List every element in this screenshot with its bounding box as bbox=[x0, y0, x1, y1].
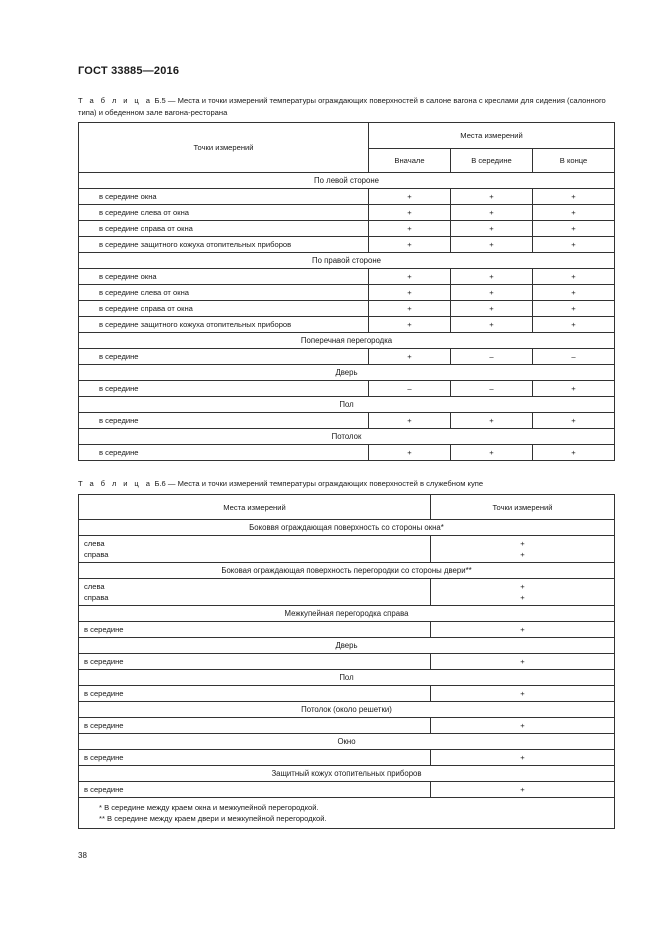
row-label: в середине окна bbox=[79, 189, 369, 205]
section-title: Пол bbox=[79, 670, 615, 686]
row-labels bbox=[79, 536, 431, 563]
table-row bbox=[79, 622, 615, 638]
cell-mark: + bbox=[533, 205, 615, 221]
row-labels bbox=[79, 686, 431, 702]
cell-mark: + bbox=[369, 221, 451, 237]
table-row bbox=[79, 189, 615, 205]
section-title: Поперечная перегородка bbox=[79, 333, 615, 349]
row-label: в середине bbox=[84, 689, 124, 698]
section-row bbox=[79, 520, 615, 536]
cell-mark: – bbox=[533, 349, 615, 365]
section-title: Боковая ограждающая поверхность перегородки со стороны двери** bbox=[79, 563, 615, 579]
cell-mark: + bbox=[533, 301, 615, 317]
row-label: слева bbox=[84, 539, 105, 548]
table-row bbox=[79, 654, 615, 670]
cell-mark: + bbox=[533, 285, 615, 301]
cell-mark: + bbox=[451, 221, 533, 237]
table-row bbox=[79, 536, 615, 563]
row-labels bbox=[79, 579, 431, 606]
cell-mark: + bbox=[451, 285, 533, 301]
cell-mark: + bbox=[451, 189, 533, 205]
caption-prefix: Т а б л и ц а bbox=[78, 479, 153, 488]
cell-mark: + bbox=[451, 317, 533, 333]
row-label: в середине bbox=[84, 785, 124, 794]
cell-mark: + bbox=[533, 317, 615, 333]
row-labels bbox=[79, 622, 431, 638]
cell-mark: + bbox=[451, 445, 533, 461]
table-b5 bbox=[78, 122, 615, 461]
section-row bbox=[79, 397, 615, 413]
cell-mark: + bbox=[369, 269, 451, 285]
cell-mark: + bbox=[520, 539, 525, 548]
cell-mark: – bbox=[369, 381, 451, 397]
table-row bbox=[79, 317, 615, 333]
caption-text: Б.6 — Места и точки измерений температуры ограждающих поверхностей в служебном купе bbox=[152, 479, 484, 488]
row-label: в середине слева от окна bbox=[79, 285, 369, 301]
section-title: Потолок (около решетки) bbox=[79, 702, 615, 718]
cell-mark: + bbox=[451, 237, 533, 253]
cell-marks bbox=[431, 750, 615, 766]
col-header-start: Вначале bbox=[369, 149, 451, 173]
section-row bbox=[79, 429, 615, 445]
section-title: Защитный кожух отопительных приборов bbox=[79, 766, 615, 782]
row-label: справа bbox=[84, 593, 109, 602]
section-row bbox=[79, 734, 615, 750]
cell-mark: + bbox=[520, 785, 525, 794]
section-row bbox=[79, 333, 615, 349]
table-row bbox=[79, 349, 615, 365]
col-header-points: Точки измерений bbox=[79, 123, 369, 173]
cell-marks bbox=[431, 782, 615, 798]
cell-mark: + bbox=[520, 625, 525, 634]
col-header-end: В конце bbox=[533, 149, 615, 173]
row-label: в середине справа от окна bbox=[79, 301, 369, 317]
row-label: в середине bbox=[79, 413, 369, 429]
row-label: в середине bbox=[84, 657, 124, 666]
table-row bbox=[79, 686, 615, 702]
section-row bbox=[79, 638, 615, 654]
section-title: Межкупейная перегородка справа bbox=[79, 606, 615, 622]
row-label: в середине bbox=[79, 381, 369, 397]
row-label: в середине слева от окна bbox=[79, 205, 369, 221]
cell-mark: + bbox=[369, 205, 451, 221]
row-labels bbox=[79, 718, 431, 734]
cell-mark: + bbox=[520, 550, 525, 559]
section-row bbox=[79, 173, 615, 189]
cell-marks bbox=[431, 579, 615, 606]
table-row bbox=[79, 413, 615, 429]
table-row bbox=[79, 445, 615, 461]
notes-row bbox=[79, 798, 615, 829]
cell-mark: + bbox=[369, 349, 451, 365]
row-label: в середине bbox=[84, 753, 124, 762]
section-title: Боковвя ограждающая поверхность со стороны окна* bbox=[79, 520, 615, 536]
footnote: * В середине между краем окна и межкупейной перегородкой. bbox=[99, 803, 319, 812]
row-label: в середине окна bbox=[79, 269, 369, 285]
table-b6 bbox=[78, 494, 615, 829]
table-row bbox=[79, 718, 615, 734]
section-title: По правой стороне bbox=[79, 253, 615, 269]
cell-mark: – bbox=[451, 349, 533, 365]
section-row bbox=[79, 606, 615, 622]
cell-mark: + bbox=[451, 301, 533, 317]
row-label: в середине bbox=[79, 349, 369, 365]
table-b5-caption bbox=[78, 95, 618, 119]
section-title: Потолок bbox=[79, 429, 615, 445]
cell-mark: + bbox=[533, 413, 615, 429]
cell-mark: + bbox=[520, 753, 525, 762]
section-row bbox=[79, 563, 615, 579]
table-row bbox=[79, 269, 615, 285]
row-label: в середине bbox=[84, 721, 124, 730]
table-row bbox=[79, 782, 615, 798]
cell-mark: + bbox=[520, 582, 525, 591]
cell-mark: + bbox=[520, 721, 525, 730]
section-title: По левой стороне bbox=[79, 173, 615, 189]
col-header-middle: В середине bbox=[451, 149, 533, 173]
cell-mark: + bbox=[369, 317, 451, 333]
cell-mark: + bbox=[451, 205, 533, 221]
cell-mark: + bbox=[533, 269, 615, 285]
col-header-points: Точки измерений bbox=[431, 495, 615, 520]
cell-marks bbox=[431, 536, 615, 563]
cell-mark: + bbox=[533, 445, 615, 461]
cell-mark: + bbox=[369, 301, 451, 317]
table-row bbox=[79, 221, 615, 237]
cell-mark: + bbox=[533, 189, 615, 205]
section-row bbox=[79, 253, 615, 269]
caption-prefix: Т а б л и ц а bbox=[78, 96, 153, 105]
table-row bbox=[79, 301, 615, 317]
col-header-places: Места измерений bbox=[369, 123, 615, 149]
cell-mark: + bbox=[369, 189, 451, 205]
section-row bbox=[79, 766, 615, 782]
section-row bbox=[79, 670, 615, 686]
footnote: ** В середине между краем двери и межкупейной перегородкой. bbox=[99, 814, 327, 823]
cell-mark: + bbox=[520, 657, 525, 666]
table-row bbox=[79, 381, 615, 397]
cell-mark: + bbox=[369, 445, 451, 461]
table-row bbox=[79, 205, 615, 221]
row-labels bbox=[79, 782, 431, 798]
cell-mark: + bbox=[369, 285, 451, 301]
caption-text: Б.5 — Места и точки измерений температуры ограждающих поверхностей в салоне вагона с креслами для сидения (салонного типа) и обеденном зале вагона-ресторана bbox=[78, 96, 606, 117]
table-row bbox=[79, 237, 615, 253]
standard-header: ГОСТ 33885—2016 bbox=[78, 65, 180, 77]
table-row bbox=[79, 750, 615, 766]
row-labels bbox=[79, 654, 431, 670]
cell-mark: + bbox=[369, 413, 451, 429]
cell-marks bbox=[431, 686, 615, 702]
cell-mark: – bbox=[451, 381, 533, 397]
cell-mark: + bbox=[369, 237, 451, 253]
section-title: Дверь bbox=[79, 365, 615, 381]
section-title: Дверь bbox=[79, 638, 615, 654]
cell-marks bbox=[431, 654, 615, 670]
cell-mark: + bbox=[533, 237, 615, 253]
table-notes bbox=[79, 798, 615, 829]
cell-marks bbox=[431, 718, 615, 734]
cell-mark: + bbox=[533, 221, 615, 237]
table-row bbox=[79, 285, 615, 301]
row-label: в середине защитного кожуха отопительных приборов bbox=[79, 317, 369, 333]
row-label: в середине защитного кожуха отопительных приборов bbox=[79, 237, 369, 253]
section-row bbox=[79, 702, 615, 718]
page-number: 38 bbox=[78, 851, 87, 860]
cell-mark: + bbox=[533, 381, 615, 397]
cell-mark: + bbox=[451, 413, 533, 429]
col-header-places: Места измерений bbox=[79, 495, 431, 520]
section-title: Пол bbox=[79, 397, 615, 413]
row-label: слева bbox=[84, 582, 105, 591]
row-label: в середине справа от окна bbox=[79, 221, 369, 237]
table-b6-caption bbox=[78, 478, 618, 490]
section-title: Окно bbox=[79, 734, 615, 750]
cell-marks bbox=[431, 622, 615, 638]
cell-mark: + bbox=[520, 689, 525, 698]
row-label: в середине bbox=[79, 445, 369, 461]
row-label: справа bbox=[84, 550, 109, 559]
row-labels bbox=[79, 750, 431, 766]
cell-mark: + bbox=[451, 269, 533, 285]
table-row bbox=[79, 579, 615, 606]
row-label: в середине bbox=[84, 625, 124, 634]
cell-mark: + bbox=[520, 593, 525, 602]
section-row bbox=[79, 365, 615, 381]
